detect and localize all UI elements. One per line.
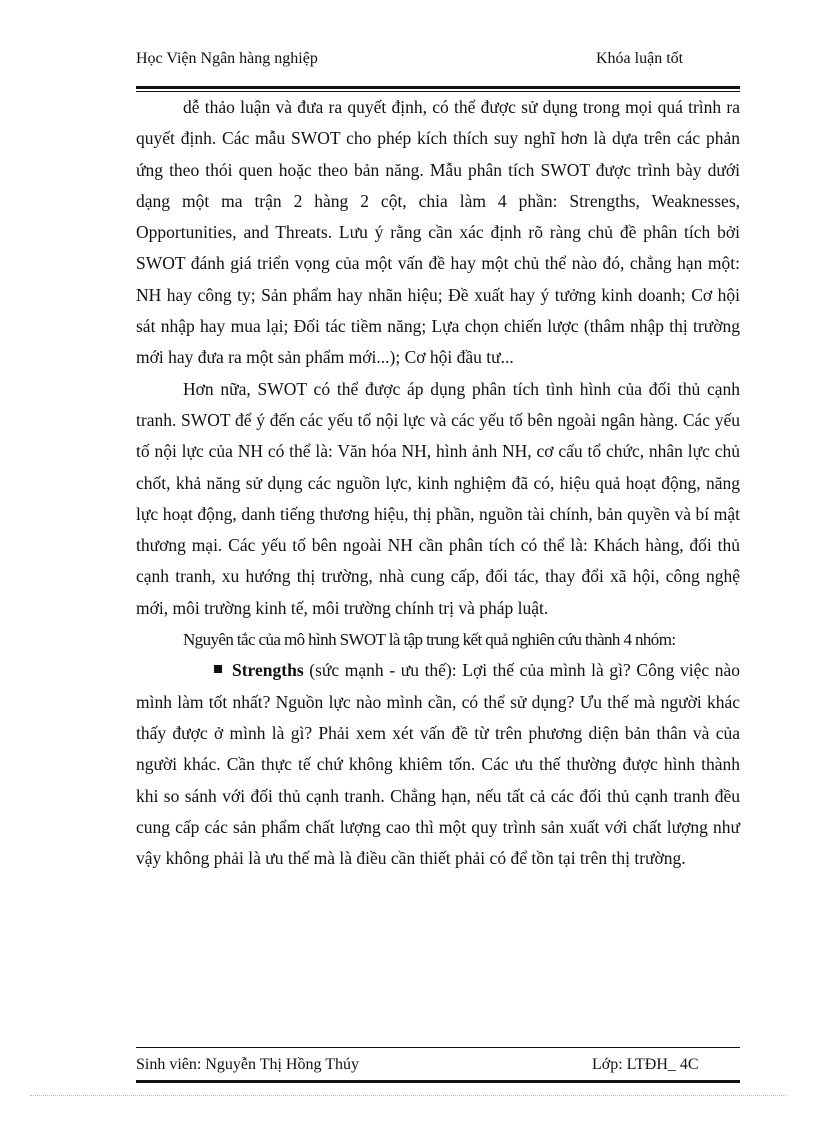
paragraph-swot-intro: dễ thảo luận và đưa ra quyết định, có thể được sử dụng trong mọi quá trình ra quyết định. Các mẫu SWOT cho phép kích thích suy nghĩ hơn là dựa trên các phản ứng theo thói quen hoặc theo bản năng. Mẫu phân tích SWOT được trình bày dưới dạng một ma trận 2 hàng 2 cột, chia làm 4 phần: Strengths, Weaknesses, Opportunities, and Threats. Lưu ý rằng cần xác định rõ ràng chủ đề phân tích bởi SWOT đánh giá triển vọng của một vấn đề hay một chủ thể nào đó, chẳng hạn một: NH hay công ty; Sản phẩm hay nhãn hiệu; Đề xuất hay ý tưởng kinh doanh; Cơ hội sát nhập hay mua lại; Đối tác tiềm năng; Lựa chọn chiến lược (thâm nhập thị trường mới hay đưa ra một sản phẩm mới...); Cơ hội đầu tư...: [136, 97, 740, 368]
header-institution: Học Viện Ngân hàng nghiệp: [136, 50, 318, 67]
footer-class: Lớp: LTĐH_ 4C: [592, 1056, 699, 1073]
bullet-lead: Strengths: [232, 660, 304, 681]
header-document-type: Khóa luận tốt: [596, 50, 684, 67]
paragraph-swot-principle: Nguyên tắc của mô hình SWOT là tập trung kết quả nghiên cứu thành 4 nhóm:: [183, 630, 676, 650]
bullet-text: (sức mạnh - ưu thế): Lợi thế của mình là gì? Công việc nào mình làm tốt nhất? Nguồn lực nào mình cần, có thể sử dụng? Ưu thế mà người khác thấy được ở mình là gì? Phải xem xét vấn đề từ trên phương diện bản thân và của người khác. Cần thực tế chứ không khiêm tốn. Các ưu thế thường được hình thành khi so sánh với đối thủ cạnh tranh. Chẳng hạn, nếu tất cả các đối thủ cạnh tranh đều cung cấp các sản phẩm chất lượng cao thì một quy trình sản xuất với chất lượng như vậy không phải là ưu thế mà là điều cần thiết phải có để tồn tại trên thị trường.: [136, 660, 740, 869]
page-edge-divider: [30, 1095, 786, 1096]
square-bullet-icon: [214, 665, 222, 673]
header-rule-thick: [136, 86, 740, 89]
bullet-strengths: [136, 655, 740, 874]
footer-rule-thin: [136, 1047, 740, 1048]
paragraph-swot-factors: Hơn nữa, SWOT có thể được áp dụng phân tích tình hình của đối thủ cạnh tranh. SWOT để ý đến các yếu tố nội lực và các yếu tố bên ngoài ngân hàng. Các yếu tố nội lực của NH có thể là: Văn hóa NH, hình ảnh NH, cơ cấu tổ chức, nhân lực chủ chốt, khả năng sử dụng các nguồn lực, kinh nghiệm đã có, hiệu quả hoạt động, năng lực hoạt động, danh tiếng thương hiệu, thị phần, nguồn tài chính, bản quyền và bí mật thương mại. Các yếu tố bên ngoài NH cần phân tích có thể là: Khách hàng, đối thủ cạnh tranh, xu hướng thị trường, nhà cung cấp, đối tác, thay đổi xã hội, công nghệ mới, môi trường kinh tế, môi trường chính trị và pháp luật.: [136, 378, 740, 618]
body-text: [136, 92, 740, 874]
footer-rule-thick: [136, 1080, 740, 1083]
footer-student: Sinh viên: Nguyễn Thị Hồng Thúy: [136, 1056, 359, 1073]
